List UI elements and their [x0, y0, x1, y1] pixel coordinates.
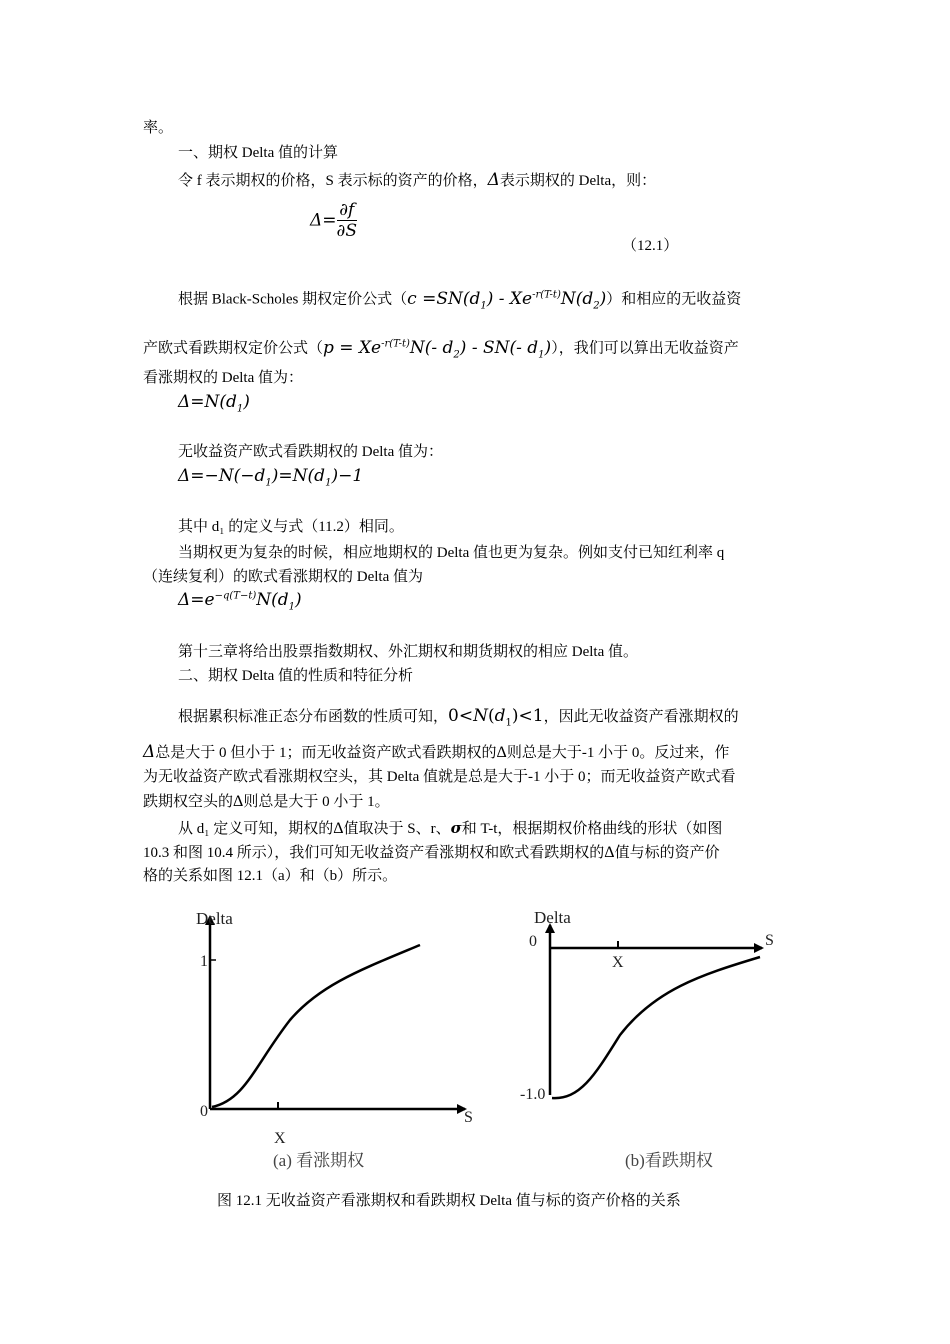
equation-dividend-delta: $\Delta=e^{-q(T-t)}N(d_1)$	[178, 590, 302, 613]
y-tick-label-1: 1	[200, 953, 208, 970]
figure-12-1	[0, 895, 950, 1215]
y-tick-label-neg1: -1.0	[520, 1086, 546, 1103]
paragraph-prop-3: 为无收益资产欧式看涨期权空头，其 Delta 值就是总是大于-1 小于 0；而无收益资产欧式看	[143, 769, 736, 785]
x-marker-label: X	[274, 1130, 286, 1147]
paragraph-prop-4: 跌期权空头的Δ则总是大于 0 小于 1。	[143, 793, 390, 810]
equation-12-1: Δ= $\frac{\partial f}{\partial S}$	[310, 200, 357, 241]
y-tick-label-0: 0	[529, 933, 537, 950]
paragraph-tail: 率。	[143, 120, 174, 136]
x-axis-label: S	[464, 1109, 473, 1126]
paragraph-prop-7: 格的关系如图 12.1（a）和（b）所示。	[143, 868, 398, 884]
paragraph-prop-6: 10.3 和图 10.4 所示），我们可知无收益资产看涨期权和欧式看跌期权的Δ值与标的资产价	[143, 844, 720, 861]
equation-put-delta: $\Delta=-N(-d_1)=N(d_1)-1$	[178, 466, 364, 489]
paragraph-d1-def: 其中 d₁ 的定义与式（11.2）相同。	[178, 519, 404, 535]
paragraph-dividend-1: 当期权更为复杂的时候，相应地期权的 Delta 值也更为复杂。例如支付已知红利率 q	[178, 545, 725, 561]
x-marker-label: X	[612, 954, 624, 971]
y-axis-label: Delta	[534, 908, 571, 927]
equation-number: （12.1）	[622, 238, 679, 254]
chart-title: (a) 看涨期权	[273, 1151, 365, 1170]
chart-put-delta	[520, 908, 774, 1170]
chart-call-delta	[196, 909, 473, 1170]
y-axis-label: Delta	[196, 909, 233, 928]
chart-title: (b)看跌期权	[625, 1151, 713, 1170]
section-heading-1: 一、期权 Delta 值的计算	[178, 145, 338, 161]
paragraph-bs-1: 根据 Black-Scholes 期权定价公式$(c =SN(d_1) - Xe^{-r(T-t)}N(d_2))$和相应的无收益资	[178, 288, 742, 312]
paragraph-definition: 令 f 表示期权的价格，S 表示标的资产的价格，Δ表示期权的 Delta，则：	[178, 170, 657, 190]
y-tick-label-0: 0	[200, 1103, 208, 1120]
bs-call-formula: $c =SN(d_1) - Xe^{-r(T-t)}N(d_2)$	[407, 288, 607, 312]
paragraph-prop-1: 根据累积标准正态分布函数的性质可知，$0<N(d_1)<1$，因此无收益资产看涨期权的	[178, 706, 739, 729]
paragraph-prop-2: Δ总是大于 0 但小于 1；而无收益资产欧式看跌期权的Δ则总是大于-1 小于 0。反过来，作	[143, 742, 730, 762]
bs-put-formula: $p = Xe^{-r(T-t)}N(-$ $d_2) - SN(-$ $d_1$)	[323, 337, 552, 361]
x-axis-label: S	[765, 932, 774, 949]
paragraph-chapter13: 第十三章将给出股票指数期权、外汇期权和期货期权的相应 Delta 值。	[178, 644, 638, 660]
delta-symbol: Δ	[487, 170, 500, 190]
figure-caption: 图 12.1 无收益资产看涨期权和看跌期权 Delta 值与标的资产价格的关系	[217, 1193, 681, 1209]
series-line	[212, 945, 420, 1107]
paragraph-put-delta: 无收益资产欧式看跌期权的 Delta 值为：	[178, 444, 443, 460]
section-heading-2: 二、期权 Delta 值的性质和特征分析	[178, 668, 413, 684]
equation-call-delta: $\Delta=N(d_1)$	[178, 392, 250, 415]
paragraph-bs-2: 产欧式看跌期权定价公式（$p = Xe^{-r(T-t)}N(-$ $d_2) - SN(-$ $d_1$)），我们可以算出无收益资产	[143, 337, 739, 361]
paragraph-call-delta: 看涨期权的 Delta 值为：	[143, 370, 303, 386]
paragraph-prop-5: 从 d₁ 定义可知，期权的Δ值取决于 S、r、σ和 T-t，根据期权价格曲线的形状（如图	[178, 819, 723, 837]
series-line	[552, 957, 760, 1098]
paragraph-dividend-2: （连续复利）的欧式看涨期权的 Delta 值为	[143, 569, 423, 585]
n-d1-bounds: $0<N(d_1)<1$	[448, 706, 544, 729]
